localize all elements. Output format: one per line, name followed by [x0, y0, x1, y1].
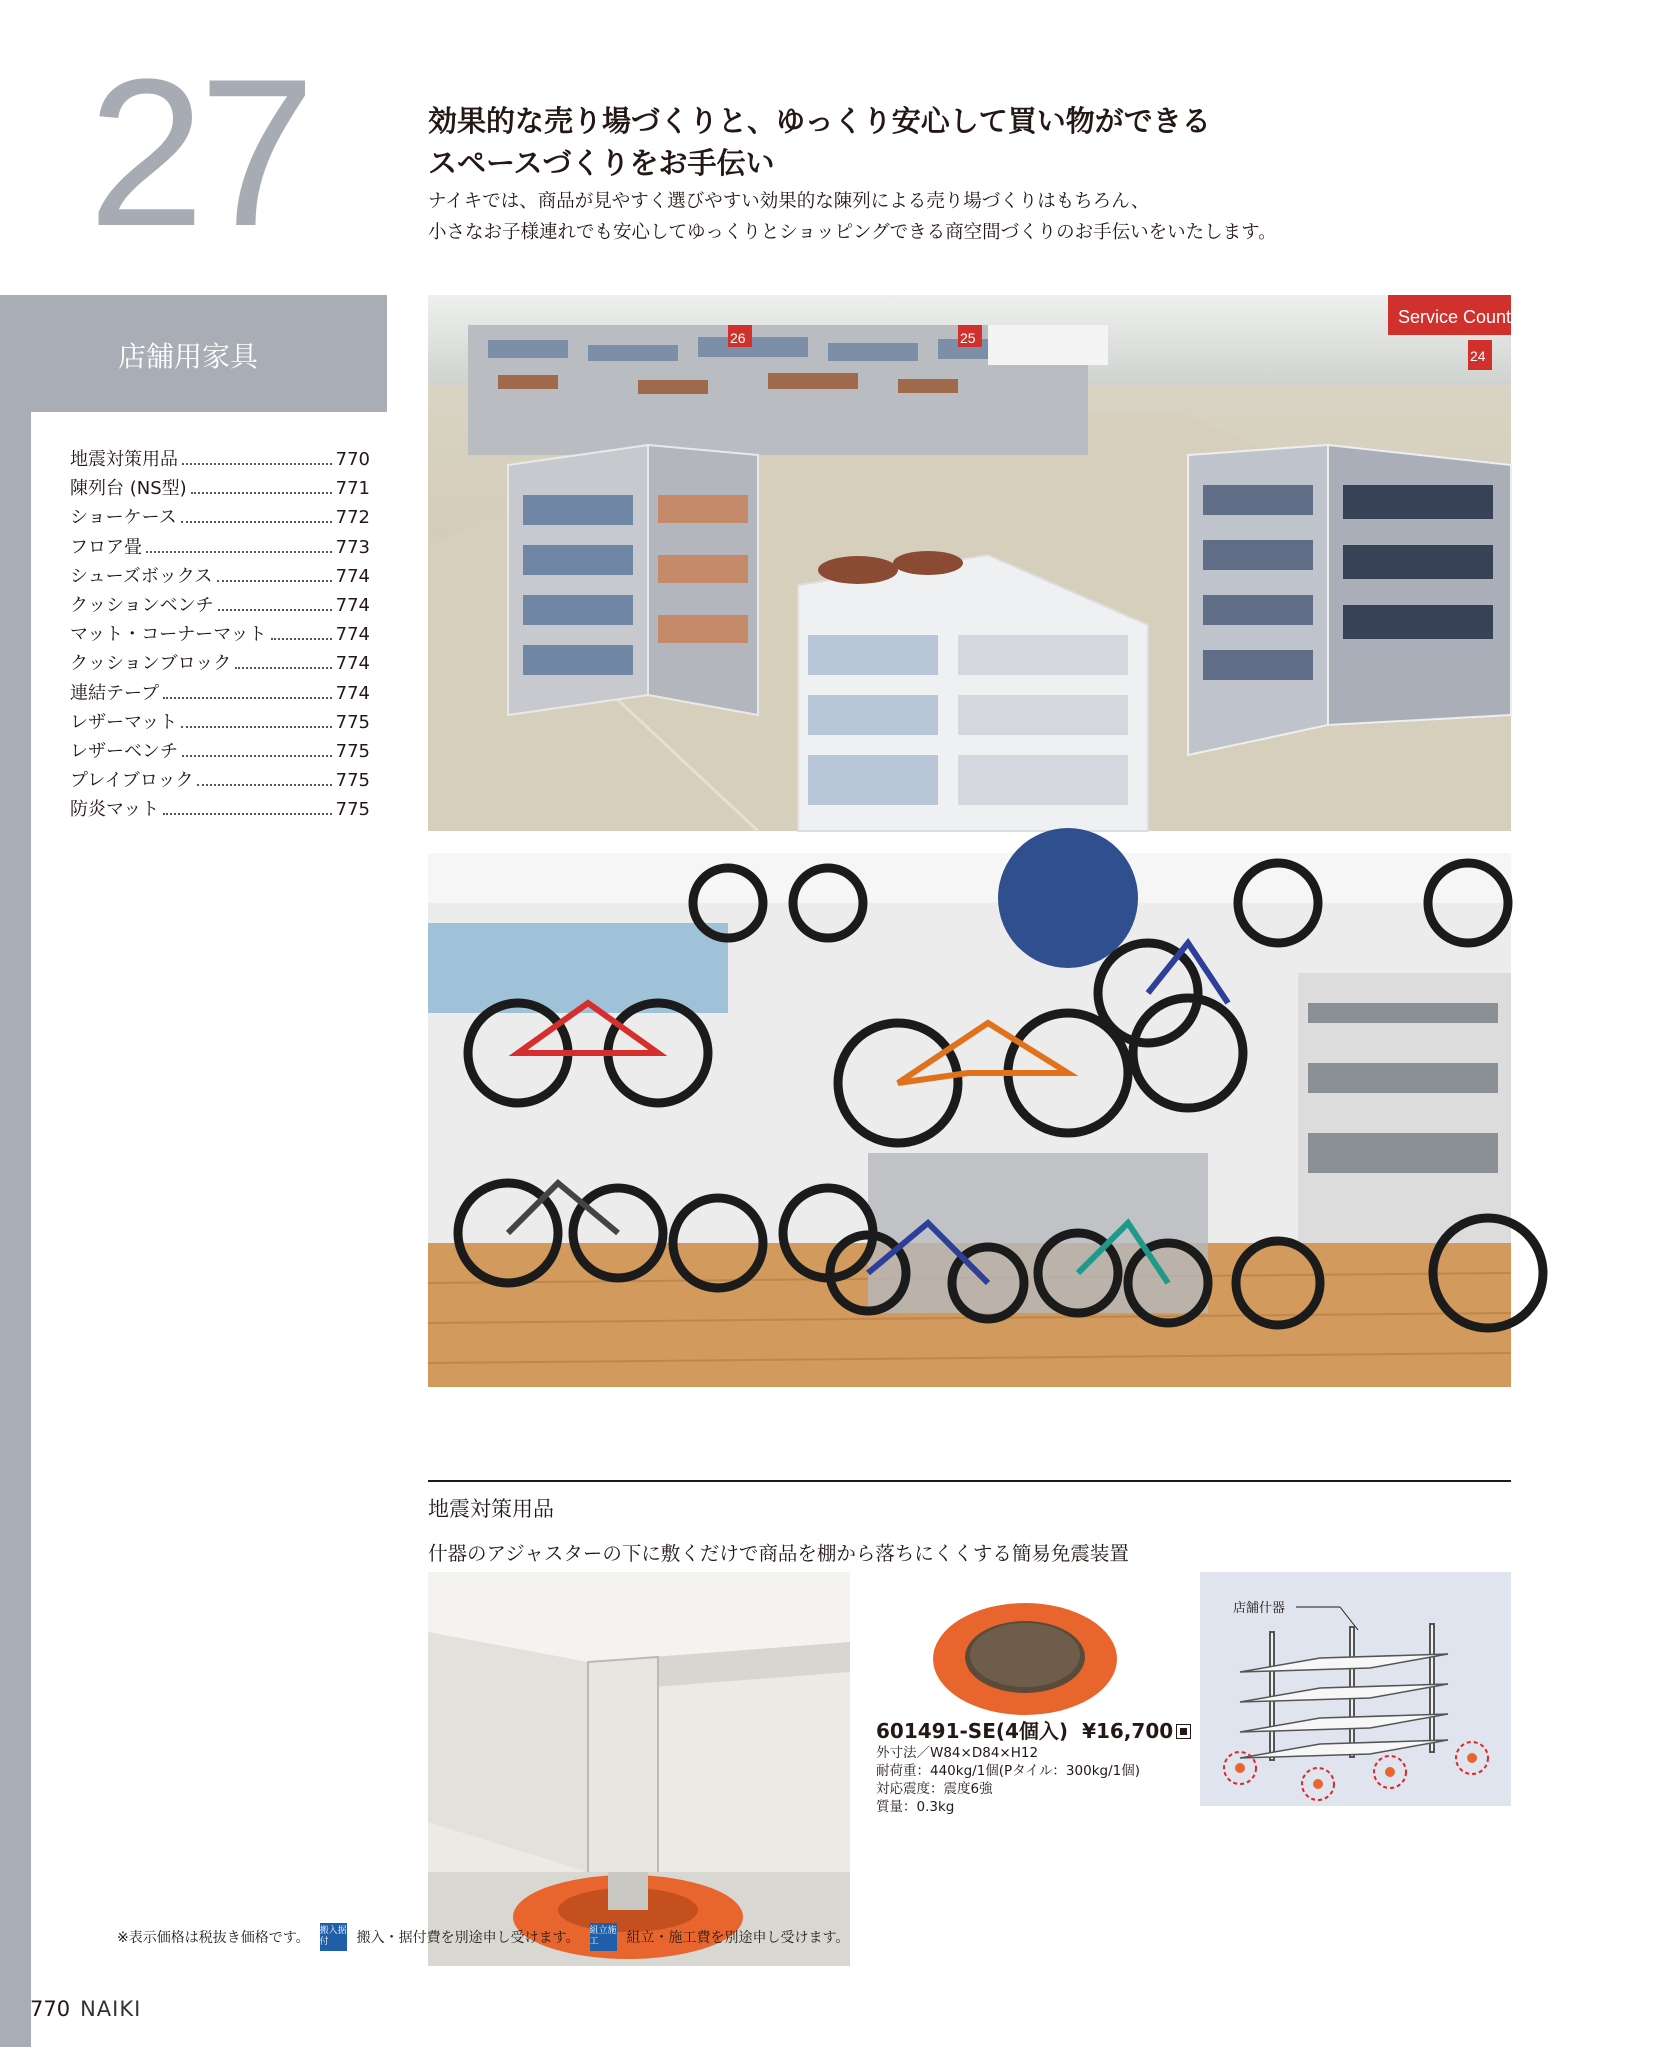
toc-label: クッションブロック — [70, 653, 232, 675]
aisle-sign: 25 — [960, 330, 976, 346]
aisle-sign: 24 — [1470, 348, 1486, 364]
fixture-diagram — [1200, 1572, 1511, 1806]
side-accent-bar — [0, 295, 31, 2047]
section-rule — [428, 1480, 1511, 1482]
toc-page: 775 — [335, 770, 370, 792]
product-name: 601491-SE(4個入) — [876, 1719, 1069, 1743]
toc-label: 地震対策用品 — [70, 449, 178, 470]
aisle-sign: 26 — [730, 330, 746, 346]
tax-note: ※表示価格は税抜き価格です。 — [117, 1930, 310, 1946]
toc-page: 774 — [335, 565, 370, 587]
section-description: 什器のアジャスターの下に敷くだけで商品を棚から落ちにくくする簡易免震装置 — [428, 1542, 1129, 1565]
toc-label: プレイブロック — [70, 770, 194, 792]
toc-page: 774 — [335, 624, 370, 646]
toc-item[interactable] — [70, 766, 370, 795]
lead-line: ナイキでは、商品が見やすく選びやすい効果的な陳列による売り場づくりはもちろん、 — [428, 191, 1150, 212]
product-info — [876, 1719, 1191, 1816]
toc-page: 775 — [335, 799, 370, 821]
toc-item[interactable] — [70, 445, 370, 474]
assembly-badge: 組立施工 — [590, 1923, 617, 1951]
toc-label: レザーベンチ — [70, 740, 178, 762]
toc-page: 771 — [335, 478, 370, 500]
page-footer — [30, 1997, 141, 2021]
toc-label: 防炎マット — [70, 799, 160, 821]
headline-line: スペースづくりをお手伝い — [428, 146, 775, 180]
bicycle-display-photo — [428, 853, 1511, 1387]
toc-page: 772 — [335, 507, 370, 529]
product-spec: 対応震度：震度6強 — [876, 1781, 993, 1797]
product-heading — [876, 1719, 1191, 1743]
product-spec: 質量：0.3kg — [876, 1799, 955, 1815]
toc-item[interactable] — [70, 533, 370, 562]
intro-headline — [428, 100, 1211, 184]
toc-label: レザーマット — [70, 711, 178, 733]
footnote — [117, 1923, 849, 1951]
delivery-badge: 搬入据付 — [320, 1923, 347, 1951]
toc-page: 770 — [335, 449, 370, 470]
toc-label: 連結テープ — [70, 682, 160, 704]
toc-item[interactable] — [70, 591, 370, 620]
toc-label: クッションベンチ — [70, 594, 214, 616]
pad-product-photo — [920, 1595, 1130, 1720]
product-spec: 外寸法／W84×D84×H12 — [876, 1745, 1039, 1761]
toc-page: 773 — [335, 536, 370, 558]
toc-label: シューズボックス — [70, 565, 213, 587]
lead-line: 小さなお子様連れでも安心してゆっくりとショッピングできる商空間づくりのお手伝いをいたします。 — [428, 222, 1277, 243]
toc-label: ショーケース — [70, 507, 177, 529]
store-sign: Service Counter — [1398, 307, 1528, 327]
toc-label: フロア畳 — [70, 536, 142, 558]
product-price: ¥16,700 — [1082, 1719, 1174, 1743]
product-spec: 耐荷重：440kg/1個(Pタイル：300kg/1個) — [876, 1763, 1140, 1779]
toc-page: 774 — [335, 653, 370, 675]
toc-item[interactable] — [70, 503, 370, 532]
assembly-note: 組立・施工費を別途申し受けます。 — [626, 1930, 850, 1946]
toc-label: 陳列台 (NS型) — [70, 478, 187, 500]
toc-item[interactable] — [70, 649, 370, 678]
headline-line: 効果的な売り場づくりと、ゆっくり安心して買い物ができる — [428, 104, 1211, 138]
table-of-contents — [70, 445, 370, 824]
toc-item[interactable] — [70, 708, 370, 737]
toc-item[interactable] — [70, 795, 370, 824]
chapter-title: 店舗用家具 — [118, 340, 259, 373]
toc-item[interactable] — [70, 679, 370, 708]
toc-item[interactable] — [70, 562, 370, 591]
store-interior-photo — [428, 295, 1528, 831]
toc-item[interactable] — [70, 620, 370, 649]
toc-label: マット・コーナーマット — [70, 624, 267, 646]
toc-page: 775 — [335, 711, 370, 733]
price-marker-icon — [1176, 1724, 1191, 1739]
page-number: 770 — [30, 1997, 71, 2021]
intro-lead — [428, 186, 1277, 248]
section-title: 地震対策用品 — [428, 1497, 554, 1521]
diagram-label: 店舗什器 — [1233, 1601, 1286, 1616]
toc-item[interactable] — [70, 737, 370, 766]
toc-page: 775 — [335, 740, 370, 762]
brand-name: NAIKI — [80, 1997, 142, 2021]
pad-installed-photo — [428, 1572, 850, 1966]
toc-page: 774 — [335, 682, 370, 704]
chapter-title-block — [0, 295, 387, 412]
toc-page: 774 — [335, 594, 370, 616]
delivery-note: 搬入・据付費を別途申し受けます。 — [356, 1930, 580, 1946]
chapter-number: 27 — [88, 35, 310, 270]
toc-item[interactable] — [70, 474, 370, 503]
